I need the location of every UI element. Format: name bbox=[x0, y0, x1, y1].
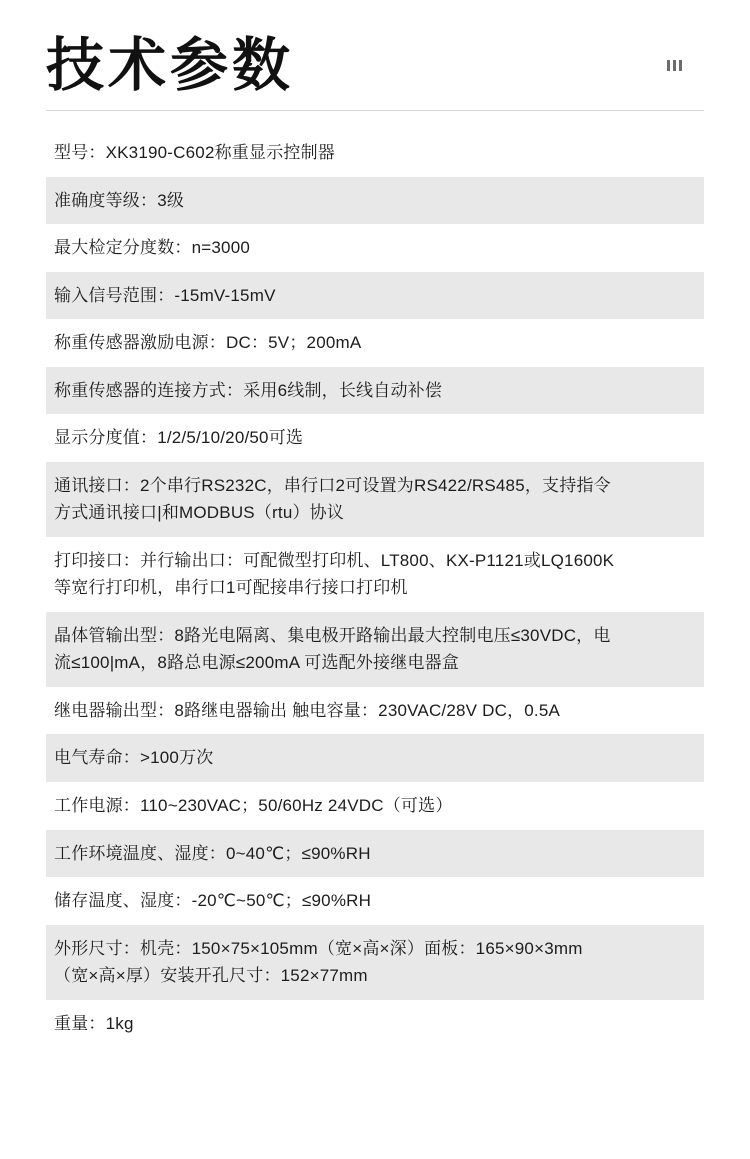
spec-row bbox=[46, 414, 704, 462]
spec-row-line: 准确度等级：3级 bbox=[54, 190, 185, 210]
spec-row-line: 工作电源：110~230VAC；50/60Hz 24VDC（可选） bbox=[54, 795, 453, 815]
spec-row-line: 外形尺寸：机壳：150×75×105mm（宽×高×深）面板：165×90×3mm bbox=[54, 938, 583, 958]
spec-row-line: 电气寿命：>100万次 bbox=[54, 748, 214, 768]
footer-spacer bbox=[0, 1047, 750, 1077]
header-divider bbox=[46, 110, 704, 111]
spec-row-line: 储存温度、湿度：-20℃~50℃；≤90%RH bbox=[54, 891, 372, 911]
spec-row bbox=[46, 129, 704, 177]
spec-row bbox=[46, 462, 704, 537]
spec-row-line: 重量：1kg bbox=[54, 1013, 134, 1033]
spec-row bbox=[46, 687, 704, 735]
spec-row bbox=[46, 319, 704, 367]
menu-bar-1 bbox=[667, 60, 670, 71]
spec-row-line: 流≤100|mA，8路总电源≤200mA 可选配外接继电器盒 bbox=[54, 653, 460, 673]
spec-row-line: 工作环境温度、湿度：0~40℃；≤90%RH bbox=[54, 843, 371, 863]
spec-row bbox=[46, 877, 704, 925]
menu-bars-icon[interactable] bbox=[667, 60, 682, 71]
spec-row-line: 等宽行打印机，串行口1可配接串行接口打印机 bbox=[54, 578, 408, 598]
spec-row bbox=[46, 734, 704, 782]
spec-row bbox=[46, 925, 704, 1000]
spec-row bbox=[46, 782, 704, 830]
spec-row bbox=[46, 830, 704, 878]
spec-row bbox=[46, 177, 704, 225]
spec-row-line: 输入信号范围：-15mV-15mV bbox=[54, 285, 276, 305]
spec-row bbox=[46, 224, 704, 272]
spec-row bbox=[46, 367, 704, 415]
spec-row bbox=[46, 1000, 704, 1048]
spec-row-line: 打印接口：并行输出口：可配微型打印机、LT800、KX-P1121或LQ1600K bbox=[54, 550, 615, 570]
spec-row-line: 显示分度值：1/2/5/10/20/50可选 bbox=[54, 428, 304, 448]
spec-row-line: 继电器输出型：8路继电器输出 触电容量：230VAC/28V DC，0.5A bbox=[54, 700, 561, 720]
spec-row-line: （宽×高×厚）安装开孔尺寸：152×77mm bbox=[54, 966, 368, 986]
spec-row-line: 称重传感器的连接方式：采用6线制，长线自动补偿 bbox=[54, 380, 443, 400]
spec-row bbox=[46, 537, 704, 612]
spec-row-line: 通讯接口：2个串行RS232C，串行口2可设置为RS422/RS485，支持指令 bbox=[54, 475, 611, 495]
spec-row-line: 称重传感器激励电源：DC：5V；200mA bbox=[54, 333, 362, 353]
page-title: 技术参数 bbox=[46, 31, 295, 99]
spec-row-line: 方式通讯接口|和MODBUS（rtu）协议 bbox=[54, 503, 345, 523]
spec-row bbox=[46, 612, 704, 687]
spec-row-line: 最大检定分度数：n=3000 bbox=[54, 238, 251, 258]
spec-row-line: 晶体管输出型：8路光电隔离、集电极开路输出最大控制电压≤30VDC，电 bbox=[54, 625, 611, 645]
page-header bbox=[0, 0, 750, 99]
spec-row-line: 型号：XK3190-C602称重显示控制器 bbox=[54, 143, 335, 162]
menu-bar-2 bbox=[673, 60, 676, 71]
specification-list bbox=[46, 129, 704, 1047]
spec-row bbox=[46, 272, 704, 320]
menu-bar-3 bbox=[679, 60, 682, 71]
